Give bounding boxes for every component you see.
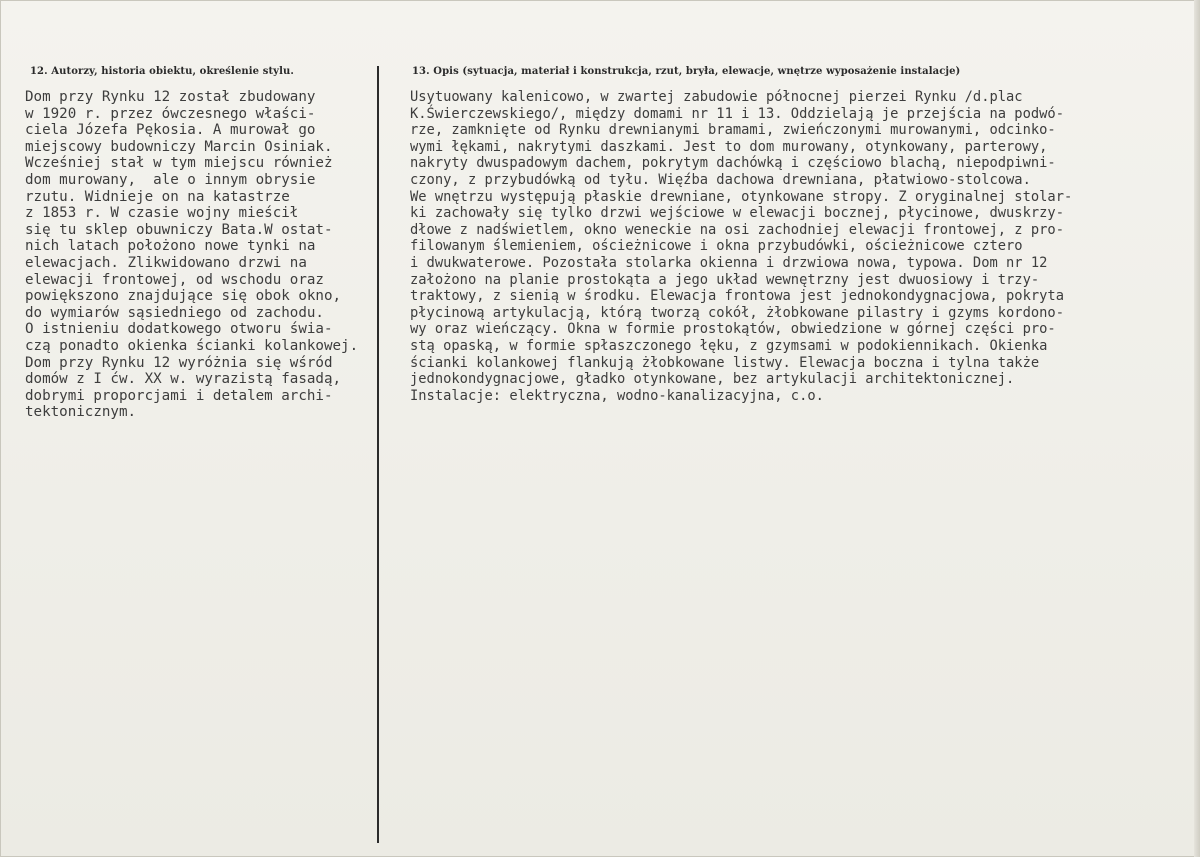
- text-line: płycinową artykulacją, którą tworzą cokół, żłobkowane pilastry i gzyms kordono-: [410, 304, 1064, 321]
- text-line: filowanym ślemieniem, ościeżnicowe i okna przybudówki, ościeżnicowe cztero: [410, 238, 1023, 255]
- text-line: dobrymi proporcjami i detalem archi-: [25, 387, 333, 404]
- text-line: O istnieniu dodatkowego otworu świa-: [25, 321, 333, 338]
- text-line: czony, z przybudówką od tyłu. Więźba dachowa drewniana, płatwiowo-stolcowa.: [410, 171, 1031, 188]
- text-line: ścianki kolankowej flankują żłobkowane listwy. Elewacja boczna i tylna także: [410, 354, 1040, 371]
- text-line: jednokondygnacjowe, gładko otynkowane, bez artykulacji architektonicznej.: [410, 371, 1015, 388]
- text-line: wymi łękami, nakrytymi daszkami. Jest to dom murowany, otynkowany, parterowy,: [410, 138, 1048, 155]
- text-line: Instalacje: elektryczna, wodno-kanalizacyjna, c.o.: [410, 387, 824, 404]
- text-line: nich latach położono nowe tynki na: [25, 238, 316, 255]
- text-line: elewacjach. Zlikwidowano drzwi na: [25, 254, 307, 271]
- section-12-heading: 12. Autorzy, historia obiektu, określenie stylu.: [30, 66, 294, 77]
- text-line: rzutu. Widnieje on na katastrze: [25, 188, 290, 205]
- text-line: założono na planie prostokąta a jego układ wewnętrzny jest dwuosiowy i trzy-: [410, 271, 1040, 288]
- text-line: Wcześniej stał w tym miejscu również: [25, 155, 333, 172]
- text-line: i dwukwaterowe. Pozostała stolarka okienna i drzwiowa nowa, typowa. Dom nr 12: [410, 254, 1048, 271]
- text-line: K.Świerczewskiego/, między domami nr 11 i 13. Oddzielają je przejścia na podwó-: [410, 105, 1064, 122]
- text-line: traktowy, z sienią w środku. Elewacja frontowa jest jednokondygnacjowa, pokryta: [410, 288, 1064, 305]
- text-line: do wymiarów sąsiedniego od zachodu.: [25, 304, 324, 321]
- text-line: czą ponadto okienka ścianki kolankowej.: [25, 337, 359, 354]
- text-line: We wnętrzu występują płaskie drewniane, otynkowane stropy. Z oryginalnej stolar-: [410, 188, 1073, 205]
- text-line: ki zachowały się tylko drzwi wejściowe w elewacji bocznej, płycinowe, dwuskrzy-: [410, 205, 1064, 222]
- section-12-text: [25, 89, 385, 421]
- text-line: Dom przy Rynku 12 został zbudowany: [25, 89, 316, 105]
- text-line: z 1853 r. W czasie wojny mieścił: [25, 205, 299, 222]
- text-line: się tu sklep obuwniczy Bata.W ostat-: [25, 221, 333, 238]
- text-line: tektonicznym.: [25, 404, 137, 421]
- text-line: stą opaską, w formie spłaszczonego łęku, z gzymsami w podokiennikach. Okienka: [410, 337, 1048, 354]
- text-line: dłowe z nadświetlem, okno weneckie na osi zachodniej elewacji frontowej, z pro-: [410, 221, 1064, 238]
- text-line: dom murowany, ale o innym obrysie: [25, 171, 316, 188]
- section-13-heading: 13. Opis (sytuacja, materiał i konstrukcja, rzut, bryła, elewacje, wnętrze wyposażenie instalacje): [412, 66, 961, 77]
- text-line: ciela Józefa Pękosia. A murował go: [25, 122, 316, 139]
- text-line: w 1920 r. przez ówczesnego właści-: [25, 105, 316, 122]
- text-line: Dom przy Rynku 12 wyróżnia się wśród: [25, 354, 333, 371]
- text-line: powiększono znajdujące się obok okno,: [25, 288, 342, 305]
- text-line: wy oraz wieńczący. Okna w formie prostokątów, obwiedzione w górnej części pro-: [410, 321, 1056, 338]
- text-line: domów z I ćw. XX w. wyrazistą fasadą,: [25, 371, 342, 388]
- text-line: miejscowy budowniczy Marcin Osiniak.: [25, 138, 333, 155]
- text-line: Usytuowany kalenicowo, w zwartej zabudowie północnej pierzei Rynku /d.plac: [410, 89, 1023, 105]
- text-line: rze, zamknięte od Rynku drewnianymi bramami, zwieńczonymi murowanymi, odcinko-: [410, 122, 1056, 139]
- section-13-text: [410, 89, 1200, 404]
- text-line: nakryty dwuspadowym dachem, pokrytym dachówką i częściowo blachą, niepodpiwni-: [410, 155, 1056, 172]
- text-line: elewacji frontowej, od wschodu oraz: [25, 271, 324, 288]
